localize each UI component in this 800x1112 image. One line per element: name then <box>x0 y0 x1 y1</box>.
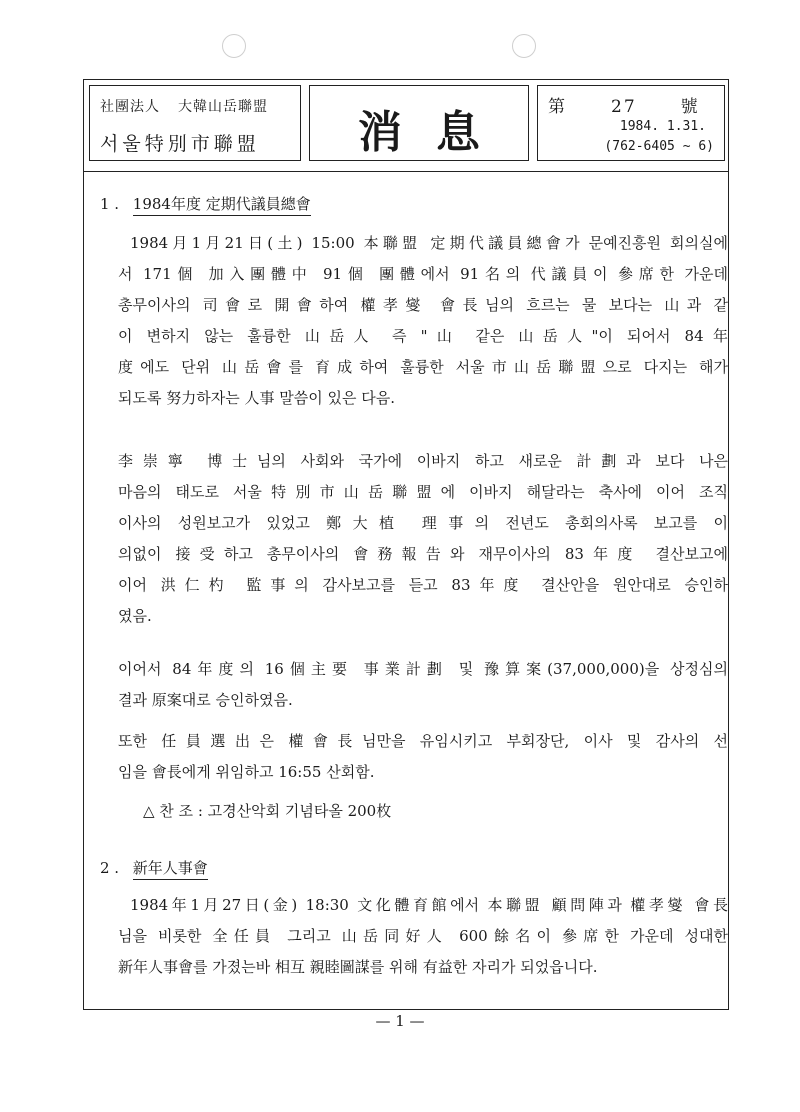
section-2-paragraph-1 <box>118 890 728 983</box>
title-box <box>309 85 529 161</box>
issue-prefix: 第 <box>548 97 567 117</box>
section-1-paragraph-4 <box>118 726 728 788</box>
organization-line-1 <box>100 96 286 116</box>
section-heading-1 <box>100 193 311 214</box>
organization-name: 서울特別市聯盟 <box>100 133 260 155</box>
organization-parent: 大韓山岳聯盟 <box>178 99 268 115</box>
phone-number: (762-6405 ~ 6) <box>604 139 714 154</box>
section-1-paragraph-3 <box>118 654 728 716</box>
text-line: 의없이 接受하고 총무이사의 會務報告와 재무이사의 83年度 결산보고에 <box>118 545 728 563</box>
text-line: 新年人事會를 가졌는바 相互 親睦圖謀를 위해 有益한 자리가 되었읍니다. <box>118 958 598 976</box>
punch-hole-right <box>512 34 536 58</box>
text-line: 이어 洪仁杓 監事의 감사보고를 듣고 83年度 결산안을 원안대로 승인하 <box>118 576 728 594</box>
issue-number: 27 <box>611 97 637 117</box>
text-line: 였음. <box>118 607 152 625</box>
text-line: 1984年1月27日(金) 18:30 文化體育館에서 本聯盟 顧問陣과 權孝燮 會長 <box>130 896 728 914</box>
punch-hole-left <box>222 34 246 58</box>
section-1-paragraph-2 <box>118 446 728 632</box>
issue-date: 1984. 1.31. <box>619 119 706 134</box>
header-divider <box>83 171 729 172</box>
sponsorship-note: △ 찬 조 : 고경산악회 기념타올 200枚 <box>143 802 392 820</box>
text-line: 또한 任員選出은 權會長님만을 유임시키고 부회장단, 이사 및 감사의 선 <box>118 732 728 750</box>
section-title: 新年人事會 <box>133 859 208 880</box>
section-number: 2 . <box>100 859 120 877</box>
newsletter-header <box>83 82 729 168</box>
text-line: 李崇寧 博士님의 사회와 국가에 이바지 하고 새로운 計劃과 보다 나은 <box>118 452 728 470</box>
section-1-paragraph-1 <box>118 228 728 414</box>
text-line: 이사의 성원보고가 있었고 鄭大植 理事의 전년도 총회의사록 보고를 이 <box>118 514 728 532</box>
text-line: 결과 原案대로 승인하였음. <box>118 691 293 709</box>
section-number: 1 . <box>100 195 120 213</box>
section-title: 1984年度 定期代議員總會 <box>133 195 311 216</box>
newsletter-title: 消息 <box>358 107 514 158</box>
issue-box <box>537 85 725 161</box>
text-line: 되도록 努力하자는 人事 말씀이 있은 다음. <box>118 389 395 407</box>
text-line: 님을 비롯한 全任員 그리고 山岳同好人 600餘名이 參席한 가운데 성대한 <box>118 927 728 945</box>
text-line: 임을 會長에게 위임하고 16:55 산회함. <box>118 763 375 781</box>
text-line: 마음의 태도로 서울特別市山岳聯盟에 이바지 해달라는 축사에 이어 조직 <box>118 483 728 501</box>
text-line: 총무이사의 司會로 開會하여 權孝燮 會長님의 흐르는 물 보다는 山과 같 <box>118 296 728 314</box>
text-line: 1984月1月21日(土) 15:00 本聯盟 定期代議員總會가 문예진흥원 회의실에 <box>130 234 728 252</box>
issue-suffix: 號 <box>680 97 700 117</box>
organization-box <box>89 85 301 161</box>
issue-number-line <box>548 92 700 117</box>
page-number: — 1 — <box>375 1012 425 1030</box>
organization-type: 社團法人 <box>100 99 160 115</box>
text-line: 이어서 84年度의 16個主要 事業計劃 및 豫算案(37,000,000)을 상정심의 <box>118 660 728 678</box>
section-heading-2 <box>100 857 208 878</box>
text-line: 度에도 단위 山岳會를 育成하여 훌륭한 서울市山岳聯盟으로 다지는 해가 <box>118 358 728 376</box>
text-line: 이 변하지 않는 훌륭한 山岳人 즉 "山 같은 山岳人"이 되어서 84年 <box>118 327 728 345</box>
text-line: 서 171個 加入團體中 91個 團體에서 91名의 代議員이 參席한 가운데 <box>118 265 728 283</box>
